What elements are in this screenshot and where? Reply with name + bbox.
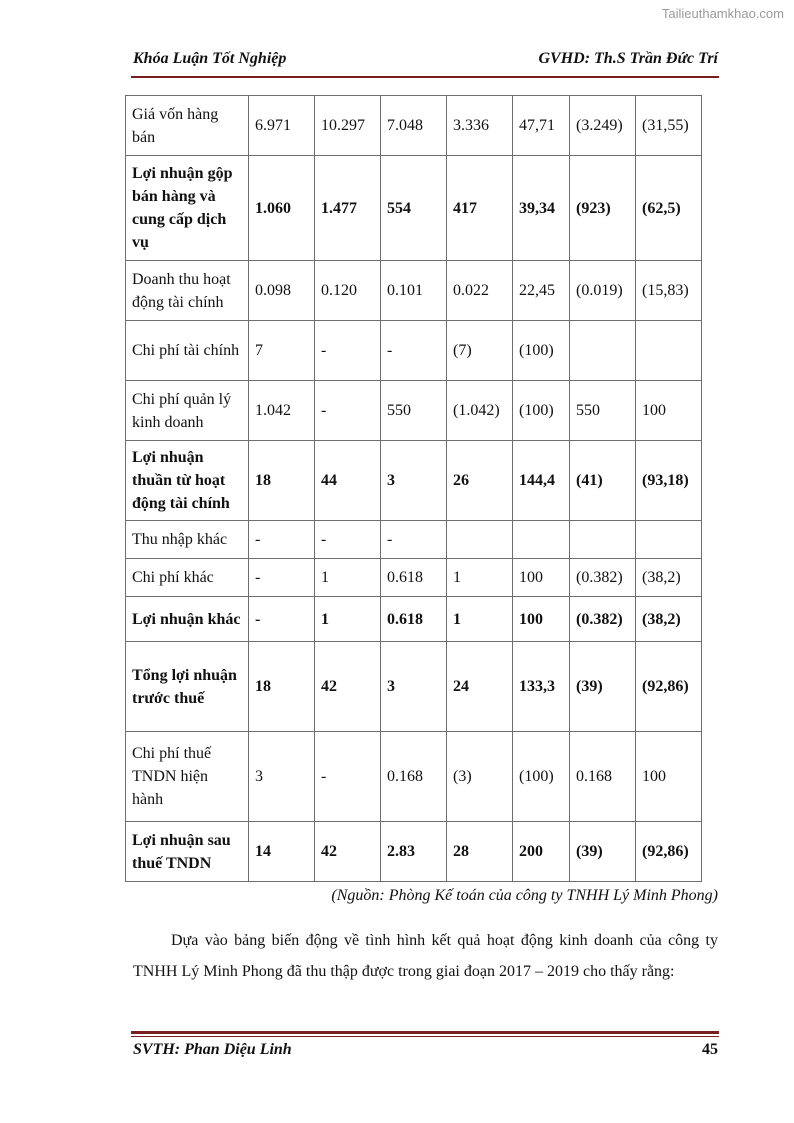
table-cell: 42 (315, 822, 381, 882)
table-cell: - (381, 521, 447, 559)
table-cell: 0.618 (381, 559, 447, 597)
table-cell: 18 (249, 642, 315, 732)
table-cell: - (249, 597, 315, 642)
table-cell: (1.042) (447, 381, 513, 441)
table-cell: 44 (315, 441, 381, 521)
table-cell: (62,5) (636, 156, 702, 261)
table-cell: (93,18) (636, 441, 702, 521)
table-cell: 417 (447, 156, 513, 261)
page-number: 45 (702, 1041, 718, 1058)
table-row-label: Chi phí quản lý kinh doanh (126, 381, 249, 441)
table-source-note: (Nguồn: Phòng Kế toán của công ty TNHH Lý Minh Phong) (331, 887, 718, 904)
table-body (126, 96, 702, 882)
table-cell: 550 (570, 381, 636, 441)
body-paragraph: Dựa vào bảng biến động về tình hình kết quả hoạt động kinh doanh của công ty TNHH Lý Minh Phong đã thu thập được trong giai đoạn 2017 – 2019 cho thấy rằng: (133, 932, 718, 980)
table-row-label: Chi phí khác (126, 559, 249, 597)
table-cell: 100 (636, 381, 702, 441)
table-row (126, 597, 702, 642)
table-row (126, 96, 702, 156)
table-row (126, 642, 702, 732)
table-cell: 7 (249, 321, 315, 381)
table-cell: 7.048 (381, 96, 447, 156)
table-cell: 144,4 (513, 441, 570, 521)
table-cell: - (315, 521, 381, 559)
table-cell: 22,45 (513, 261, 570, 321)
table-cell: (0.019) (570, 261, 636, 321)
table-cell: (39) (570, 822, 636, 882)
table-cell: 10.297 (315, 96, 381, 156)
table-cell: 42 (315, 642, 381, 732)
table-cell: 1 (447, 597, 513, 642)
table-cell: 0.618 (381, 597, 447, 642)
table-cell: 0.098 (249, 261, 315, 321)
table-cell: (3) (447, 732, 513, 822)
watermark-text: Tailieuthamkhao.com (661, 6, 784, 21)
table-cell (636, 321, 702, 381)
table-cell: 100 (513, 559, 570, 597)
table-row (126, 261, 702, 321)
table-cell: 200 (513, 822, 570, 882)
page-header (133, 50, 718, 72)
table-cell: (39) (570, 642, 636, 732)
table-row-label: Doanh thu hoạt động tài chính (126, 261, 249, 321)
table-row-label: Tổng lợi nhuận trước thuế (126, 642, 249, 732)
table-row-label: Lợi nhuận thuần từ hoạt động tài chính (126, 441, 249, 521)
footer-rule-thin (131, 1036, 719, 1037)
table-cell: (7) (447, 321, 513, 381)
table-cell: 14 (249, 822, 315, 882)
table-cell: (3.249) (570, 96, 636, 156)
page-footer (133, 1041, 718, 1063)
table-cell: 28 (447, 822, 513, 882)
table-cell (447, 521, 513, 559)
table-cell: - (249, 521, 315, 559)
table-cell (636, 521, 702, 559)
table-cell: 0.022 (447, 261, 513, 321)
table-cell: 100 (636, 732, 702, 822)
table-cell: (0.382) (570, 597, 636, 642)
table-row (126, 441, 702, 521)
table-cell: 0.168 (570, 732, 636, 822)
header-thesis-title: Khóa Luận Tốt Nghiệp (133, 50, 287, 67)
table-row-label: Chi phí tài chính (126, 321, 249, 381)
table-cell: (38,2) (636, 559, 702, 597)
table-cell: 1 (315, 559, 381, 597)
table-cell: (0.382) (570, 559, 636, 597)
table-row (126, 732, 702, 822)
table-cell: 550 (381, 381, 447, 441)
table-cell: 6.971 (249, 96, 315, 156)
table-cell: (41) (570, 441, 636, 521)
table-row-label: Thu nhập khác (126, 521, 249, 559)
table-cell: (15,83) (636, 261, 702, 321)
table-cell: 1 (447, 559, 513, 597)
table-cell: 3.336 (447, 96, 513, 156)
table-cell (570, 321, 636, 381)
table-cell: 1.477 (315, 156, 381, 261)
table-cell: (31,55) (636, 96, 702, 156)
table-cell: - (315, 732, 381, 822)
table-cell: 0.168 (381, 732, 447, 822)
table-cell: (100) (513, 321, 570, 381)
table-row (126, 822, 702, 882)
table-cell (513, 521, 570, 559)
table-cell: - (315, 381, 381, 441)
table-row (126, 156, 702, 261)
table-cell: 3 (249, 732, 315, 822)
table-row (126, 381, 702, 441)
table-cell: 47,71 (513, 96, 570, 156)
table-cell: 100 (513, 597, 570, 642)
business-results-table (125, 95, 702, 882)
table-cell: (100) (513, 381, 570, 441)
footer-rule-thick (131, 1031, 719, 1034)
table-cell: 24 (447, 642, 513, 732)
table-cell: 1 (315, 597, 381, 642)
table-cell: 3 (381, 441, 447, 521)
table-row (126, 559, 702, 597)
table-cell: 3 (381, 642, 447, 732)
table-cell: (100) (513, 732, 570, 822)
table-row-label: Lợi nhuận gộp bán hàng và cung cấp dịch vụ (126, 156, 249, 261)
table-cell: - (249, 559, 315, 597)
header-advisor: GVHD: Th.S Trần Đức Trí (538, 50, 718, 67)
table-cell: (923) (570, 156, 636, 261)
table-row (126, 521, 702, 559)
table-cell: 0.101 (381, 261, 447, 321)
table-row-label: Chi phí thuế TNDN hiện hành (126, 732, 249, 822)
table-row (126, 321, 702, 381)
table-cell (570, 521, 636, 559)
table-row-label: Giá vốn hàng bán (126, 96, 249, 156)
table-row-label: Lợi nhuận sau thuế TNDN (126, 822, 249, 882)
table-row-label: Lợi nhuận khác (126, 597, 249, 642)
table-cell: (38,2) (636, 597, 702, 642)
table-cell: 0.120 (315, 261, 381, 321)
table-cell: 18 (249, 441, 315, 521)
table-cell: 2.83 (381, 822, 447, 882)
table-cell: 1.042 (249, 381, 315, 441)
table-cell: 133,3 (513, 642, 570, 732)
table-cell: (92,86) (636, 642, 702, 732)
table-cell: 39,34 (513, 156, 570, 261)
table-cell: - (315, 321, 381, 381)
table-cell: 1.060 (249, 156, 315, 261)
table-cell: 554 (381, 156, 447, 261)
header-rule (131, 76, 719, 78)
table-cell: (92,86) (636, 822, 702, 882)
table-cell: - (381, 321, 447, 381)
footer-student: SVTH: Phan Diệu Linh (133, 1041, 292, 1058)
table-cell: 26 (447, 441, 513, 521)
